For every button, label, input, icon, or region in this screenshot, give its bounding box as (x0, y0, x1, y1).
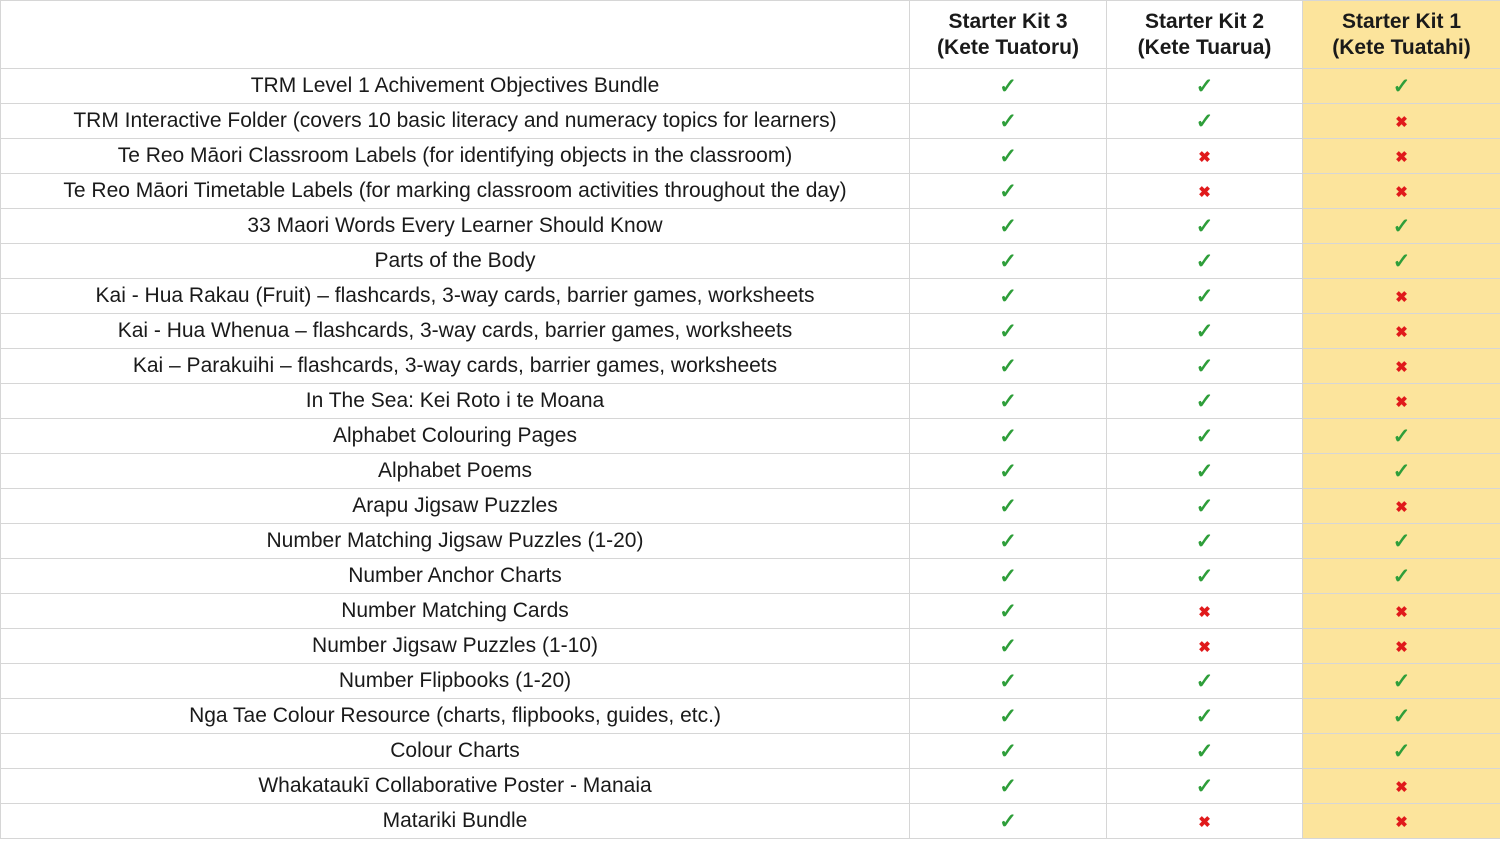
starter-kit-2-cell (1107, 314, 1303, 349)
starter-kit-2-cell (1107, 664, 1303, 699)
check-icon: ✓ (999, 704, 1017, 728)
starter-kit-1-cell (1303, 629, 1500, 664)
starter-kit-3-cell (910, 209, 1107, 244)
table-row (1, 279, 1500, 314)
cross-icon: ✖ (1198, 184, 1211, 201)
starter-kit-2-cell (1107, 559, 1303, 594)
starter-kit-3-cell (910, 699, 1107, 734)
starter-kit-2-cell (1107, 104, 1303, 139)
table-row (1, 69, 1500, 104)
check-icon: ✓ (1392, 704, 1411, 728)
table-body (1, 69, 1500, 839)
cross-icon: ✖ (1198, 149, 1211, 166)
check-icon: ✓ (999, 284, 1017, 308)
check-icon: ✓ (1392, 669, 1411, 693)
cross-icon: ✖ (1395, 114, 1408, 131)
table-row (1, 349, 1500, 384)
check-icon: ✓ (1392, 564, 1411, 588)
cross-icon: ✖ (1395, 639, 1408, 656)
check-icon: ✓ (999, 389, 1017, 413)
check-icon: ✓ (1195, 739, 1214, 763)
check-icon: ✓ (999, 669, 1017, 693)
table-row (1, 454, 1500, 489)
table-row (1, 174, 1500, 209)
check-icon: ✓ (999, 249, 1017, 273)
starter-kit-1-cell (1303, 559, 1500, 594)
check-icon: ✓ (1195, 319, 1214, 343)
starter-kit-2-cell (1107, 419, 1303, 454)
table-row (1, 384, 1500, 419)
starter-kit-2-cell (1107, 454, 1303, 489)
check-icon: ✓ (1195, 669, 1214, 693)
table-row (1, 769, 1500, 804)
table-row (1, 314, 1500, 349)
table-row (1, 244, 1500, 279)
check-icon: ✓ (999, 529, 1017, 553)
starter-kit-2-cell (1107, 349, 1303, 384)
check-icon: ✓ (1392, 74, 1411, 98)
starter-kit-3-cell (910, 384, 1107, 419)
starter-kit-2-cell (1107, 384, 1303, 419)
item-name-cell: Nga Tae Colour Resource (charts, flipbooks, guides, etc.) (1, 699, 910, 734)
starter-kit-1-cell (1303, 664, 1500, 699)
check-icon: ✓ (999, 74, 1017, 98)
table-row (1, 734, 1500, 769)
starter-kit-1-cell (1303, 104, 1500, 139)
starter-kit-1-cell (1303, 419, 1500, 454)
item-name-cell: Kai - Hua Rakau (Fruit) – flashcards, 3-way cards, barrier games, worksheets (1, 279, 910, 314)
starter-kit-1-cell (1303, 524, 1500, 559)
header-kit2-title: Starter Kit 2 (1144, 9, 1265, 33)
item-name-cell: 33 Maori Words Every Learner Should Know (1, 209, 910, 244)
check-icon: ✓ (999, 214, 1017, 238)
starter-kit-2-cell (1107, 629, 1303, 664)
table-row (1, 419, 1500, 454)
starter-kit-2-cell (1107, 734, 1303, 769)
starter-kit-1-cell (1303, 734, 1500, 769)
starter-kit-1-cell (1303, 454, 1500, 489)
check-icon: ✓ (999, 774, 1017, 798)
header-blank-cell (1, 1, 910, 69)
table-row (1, 559, 1500, 594)
check-icon: ✓ (999, 354, 1017, 378)
check-icon: ✓ (1195, 529, 1214, 553)
item-name-cell: Colour Charts (1, 734, 910, 769)
item-name-cell: Alphabet Colouring Pages (1, 419, 910, 454)
starter-kit-3-cell (910, 174, 1107, 209)
header-starter-kit-3 (910, 1, 1107, 69)
starter-kit-2-cell (1107, 279, 1303, 314)
table-row (1, 629, 1500, 664)
header-row (1, 1, 1500, 69)
item-name-cell: TRM Interactive Folder (covers 10 basic literacy and numeracy topics for learners) (1, 104, 910, 139)
check-icon: ✓ (999, 634, 1017, 658)
cross-icon: ✖ (1395, 359, 1408, 376)
starter-kit-3-cell (910, 69, 1107, 104)
item-name-cell: Kai - Hua Whenua – flashcards, 3-way cards, barrier games, worksheets (1, 314, 910, 349)
cross-icon: ✖ (1395, 149, 1408, 166)
check-icon: ✓ (1195, 214, 1214, 238)
item-name-cell: Alphabet Poems (1, 454, 910, 489)
header-kit1-subtitle: (Kete Tuatahi) (1332, 35, 1471, 59)
starter-kit-3-cell (910, 559, 1107, 594)
starter-kit-2-cell (1107, 699, 1303, 734)
header-starter-kit-2 (1107, 1, 1303, 69)
starter-kit-2-cell (1107, 174, 1303, 209)
cross-icon: ✖ (1395, 604, 1408, 621)
table-row (1, 804, 1500, 839)
starter-kit-1-cell (1303, 279, 1500, 314)
cross-icon: ✖ (1395, 394, 1408, 411)
header-kit2-subtitle: (Kete Tuarua) (1137, 35, 1272, 59)
starter-kit-2-cell (1107, 69, 1303, 104)
starter-kit-1-cell (1303, 489, 1500, 524)
header-kit3-title: Starter Kit 3 (948, 9, 1068, 33)
starter-kit-2-cell (1107, 489, 1303, 524)
starter-kit-2-cell (1107, 769, 1303, 804)
starter-kit-2-cell (1107, 594, 1303, 629)
check-icon: ✓ (999, 144, 1017, 168)
starter-kit-1-cell (1303, 349, 1500, 384)
starter-kit-2-cell (1107, 139, 1303, 174)
check-icon: ✓ (999, 739, 1017, 763)
starter-kit-3-cell (910, 314, 1107, 349)
starter-kit-3-cell (910, 664, 1107, 699)
starter-kit-1-cell (1303, 384, 1500, 419)
header-kit1-title: Starter Kit 1 (1341, 9, 1462, 33)
table-row (1, 489, 1500, 524)
check-icon: ✓ (1195, 424, 1214, 448)
item-name-cell: Kai – Parakuihi – flashcards, 3-way cards, barrier games, worksheets (1, 349, 910, 384)
starter-kit-3-cell (910, 524, 1107, 559)
check-icon: ✓ (999, 424, 1017, 448)
starter-kit-3-cell (910, 769, 1107, 804)
item-name-cell: TRM Level 1 Achivement Objectives Bundle (1, 69, 910, 104)
cross-icon: ✖ (1395, 324, 1408, 341)
starter-kit-2-cell (1107, 209, 1303, 244)
check-icon: ✓ (1195, 459, 1214, 483)
item-name-cell: Parts of the Body (1, 244, 910, 279)
starter-kit-1-cell (1303, 594, 1500, 629)
header-kit3-subtitle: (Kete Tuatoru) (937, 35, 1079, 59)
check-icon: ✓ (1195, 74, 1214, 98)
item-name-cell: Te Reo Māori Classroom Labels (for identifying objects in the classroom) (1, 139, 910, 174)
check-icon: ✓ (999, 179, 1017, 203)
check-icon: ✓ (1195, 389, 1214, 413)
starter-kit-1-cell (1303, 804, 1500, 839)
check-icon: ✓ (1195, 564, 1214, 588)
cross-icon: ✖ (1395, 184, 1408, 201)
starter-kit-1-cell (1303, 174, 1500, 209)
check-icon: ✓ (999, 319, 1017, 343)
starter-kit-1-cell (1303, 139, 1500, 174)
cross-icon: ✖ (1395, 289, 1408, 306)
check-icon: ✓ (1195, 494, 1214, 518)
starter-kit-1-cell (1303, 209, 1500, 244)
cross-icon: ✖ (1198, 639, 1211, 656)
starter-kit-2-cell (1107, 524, 1303, 559)
check-icon: ✓ (1392, 424, 1411, 448)
check-icon: ✓ (1392, 529, 1411, 553)
starter-kit-1-cell (1303, 314, 1500, 349)
starter-kit-3-cell (910, 629, 1107, 664)
check-icon: ✓ (1195, 704, 1214, 728)
starter-kit-3-cell (910, 244, 1107, 279)
check-icon: ✓ (1392, 214, 1411, 238)
starter-kit-3-cell (910, 734, 1107, 769)
header-starter-kit-1 (1303, 1, 1500, 69)
table-row (1, 699, 1500, 734)
starter-kit-3-cell (910, 804, 1107, 839)
check-icon: ✓ (999, 809, 1017, 833)
starter-kit-3-cell (910, 489, 1107, 524)
item-name-cell: In The Sea: Kei Roto i te Moana (1, 384, 910, 419)
check-icon: ✓ (999, 109, 1017, 133)
starter-kit-2-cell (1107, 804, 1303, 839)
item-name-cell: Number Matching Cards (1, 594, 910, 629)
starter-kit-1-cell (1303, 244, 1500, 279)
cross-icon: ✖ (1395, 499, 1408, 516)
check-icon: ✓ (1392, 459, 1411, 483)
check-icon: ✓ (1195, 774, 1214, 798)
starter-kit-3-cell (910, 419, 1107, 454)
starter-kit-3-cell (910, 139, 1107, 174)
table-row (1, 524, 1500, 559)
starter-kit-3-cell (910, 454, 1107, 489)
table-row (1, 664, 1500, 699)
cross-icon: ✖ (1395, 814, 1408, 831)
item-name-cell: Whakataukī Collaborative Poster - Manaia (1, 769, 910, 804)
starter-kit-2-cell (1107, 244, 1303, 279)
item-name-cell: Arapu Jigsaw Puzzles (1, 489, 910, 524)
table-row (1, 594, 1500, 629)
cross-icon: ✖ (1395, 779, 1408, 796)
check-icon: ✓ (1195, 109, 1214, 133)
check-icon: ✓ (999, 564, 1017, 588)
item-name-cell: Te Reo Māori Timetable Labels (for marking classroom activities throughout the day) (1, 174, 910, 209)
starter-kit-1-cell (1303, 769, 1500, 804)
check-icon: ✓ (1195, 249, 1214, 273)
starter-kit-1-cell (1303, 699, 1500, 734)
cross-icon: ✖ (1198, 604, 1211, 621)
check-icon: ✓ (1392, 249, 1411, 273)
starter-kit-3-cell (910, 594, 1107, 629)
table-row (1, 209, 1500, 244)
check-icon: ✓ (999, 459, 1017, 483)
cross-icon: ✖ (1198, 814, 1211, 831)
item-name-cell: Number Anchor Charts (1, 559, 910, 594)
check-icon: ✓ (1195, 354, 1214, 378)
check-icon: ✓ (1195, 284, 1214, 308)
starter-kit-3-cell (910, 104, 1107, 139)
starter-kit-3-cell (910, 279, 1107, 314)
item-name-cell: Number Jigsaw Puzzles (1-10) (1, 629, 910, 664)
item-name-cell: Number Matching Jigsaw Puzzles (1-20) (1, 524, 910, 559)
check-icon: ✓ (1392, 739, 1411, 763)
starter-kit-3-cell (910, 349, 1107, 384)
starter-kit-1-cell (1303, 69, 1500, 104)
check-icon: ✓ (999, 494, 1017, 518)
table-row (1, 104, 1500, 139)
check-icon: ✓ (999, 599, 1017, 623)
item-name-cell: Matariki Bundle (1, 804, 910, 839)
item-name-cell: Number Flipbooks (1-20) (1, 664, 910, 699)
table-row (1, 139, 1500, 174)
